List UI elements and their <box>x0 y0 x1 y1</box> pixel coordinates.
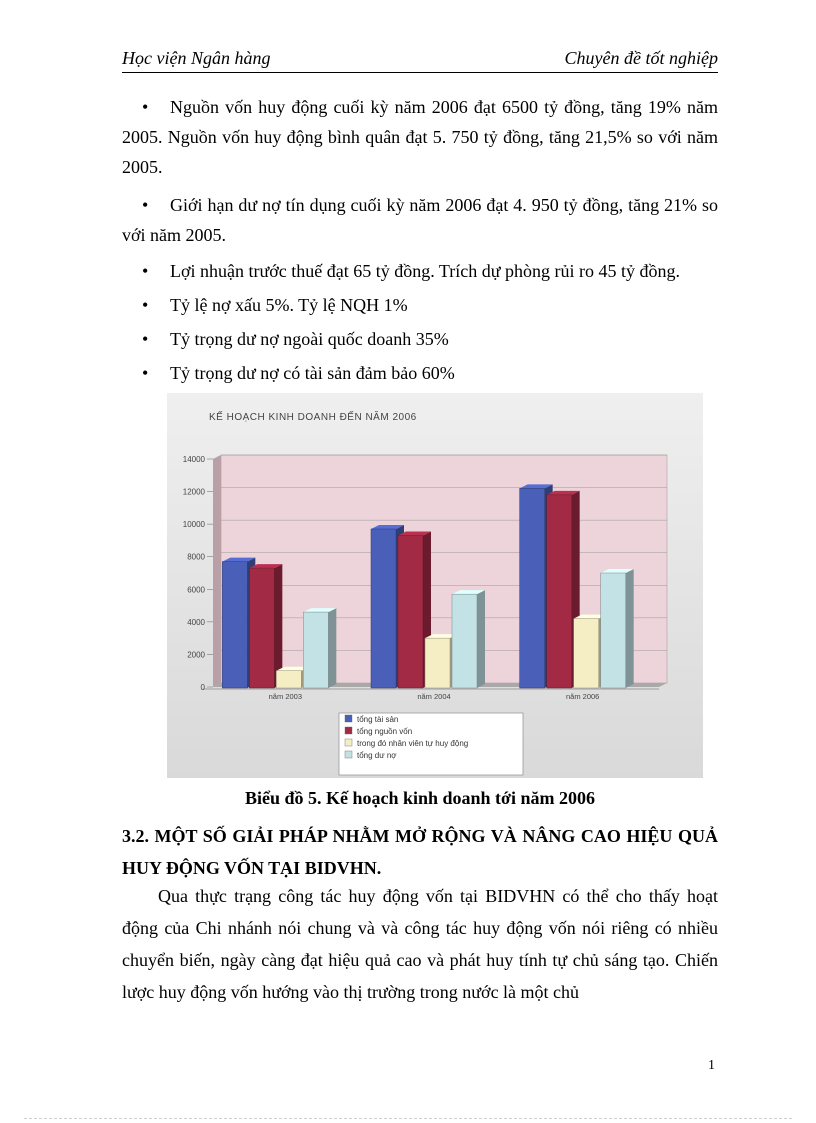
bar <box>398 536 423 688</box>
chart-caption: Biểu đồ 5. Kế hoạch kinh doanh tới năm 2006 <box>244 788 596 808</box>
legend-swatch <box>345 739 352 746</box>
bar <box>520 488 545 688</box>
bar <box>276 671 301 688</box>
legend-label: trong đó nhân viên tự huy động <box>357 739 469 748</box>
bar <box>303 612 328 688</box>
header-document-type: Chuyên đề tốt nghiệp <box>564 48 718 68</box>
bullet-item: • Tỷ lệ nợ xấu 5%. Tỷ lệ NQH 1% <box>122 290 718 320</box>
y-tick-label: 4000 <box>187 617 205 627</box>
x-category-label: năm 2006 <box>565 692 600 701</box>
bar <box>601 573 626 688</box>
legend-label: tổng tài sản <box>357 715 399 724</box>
page-header <box>122 48 718 73</box>
x-category-label: năm 2004 <box>417 692 451 701</box>
bar <box>425 638 450 688</box>
bar <box>371 529 396 688</box>
legend-label: tổng dư nợ <box>357 751 397 760</box>
bar <box>249 568 274 688</box>
x-category-label: năm 2003 <box>268 692 303 701</box>
y-tick-label: 12000 <box>182 487 205 497</box>
legend-swatch <box>345 715 352 722</box>
y-tick-label: 10000 <box>182 520 205 530</box>
y-tick-label: 6000 <box>187 585 205 595</box>
bar-side <box>328 608 336 688</box>
plot-side-wall <box>213 455 221 687</box>
header-institution: Học viện Ngân hàng <box>122 48 271 68</box>
bar-side <box>626 569 634 688</box>
body-paragraph: Qua thực trạng công tác huy động vốn tại BIDVHN có thể cho thấy hoạt động của Chi nhánh nói chung và và công tác huy động vốn nói riêng có nhiều chuyển biến, ngày càng đạt hiệu quả cao và phát huy tính tự chủ sáng tạo. Chiến lược huy động vốn hướng vào thị trường trong nước là một chủ <box>122 886 718 1002</box>
legend-swatch <box>345 751 352 758</box>
legend-swatch <box>345 727 352 734</box>
bar <box>222 562 247 688</box>
bullet-item: • Tỷ trọng dư nợ ngoài quốc doanh 35% <box>122 324 718 354</box>
bar <box>574 619 599 688</box>
y-tick-label: 2000 <box>187 650 205 660</box>
chart-title: KẾ HOẠCH KINH DOANH ĐẾN NĂM 2006 <box>209 412 417 423</box>
section-heading: 3.2. MỘT SỐ GIẢI PHÁP NHẰM MỞ RỘNG VÀ NÂNG CAO HIỆU QUẢ HUY ĐỘNG VỐN TẠI BIDVHN. <box>122 826 718 878</box>
business-plan-chart <box>167 393 703 778</box>
bullet-item: • Nguồn vốn huy động cuối kỳ năm 2006 đạt 6500 tỷ đồng, tăng 19% năm 2005. Nguồn vốn huy động bình quân đạt 5. 750 tỷ đồng, tăng 21,5% so với năm 2005. <box>122 92 718 182</box>
page-number: 1 <box>708 1058 715 1073</box>
legend-label: tổng nguồn vốn <box>357 727 413 736</box>
bar <box>547 495 572 688</box>
chart-svg <box>167 393 703 778</box>
bullet-item: • Giới hạn dư nợ tín dụng cuối kỳ năm 2006 đạt 4. 950 tỷ đồng, tăng 21% so với năm 2005. <box>122 190 718 250</box>
page-bottom-rule <box>24 1118 792 1119</box>
bar-side <box>477 590 485 688</box>
y-tick-label: 0 <box>200 683 205 692</box>
y-tick-label: 8000 <box>187 552 205 562</box>
bullet-item: • Lợi nhuận trước thuế đạt 65 tỷ đồng. Trích dự phòng rủi ro 45 tỷ đồng. <box>122 256 718 286</box>
bullet-item: • Tỷ trọng dư nợ có tài sản đảm bảo 60% <box>122 358 718 388</box>
bar <box>452 594 477 688</box>
y-tick-label: 14000 <box>182 455 205 464</box>
